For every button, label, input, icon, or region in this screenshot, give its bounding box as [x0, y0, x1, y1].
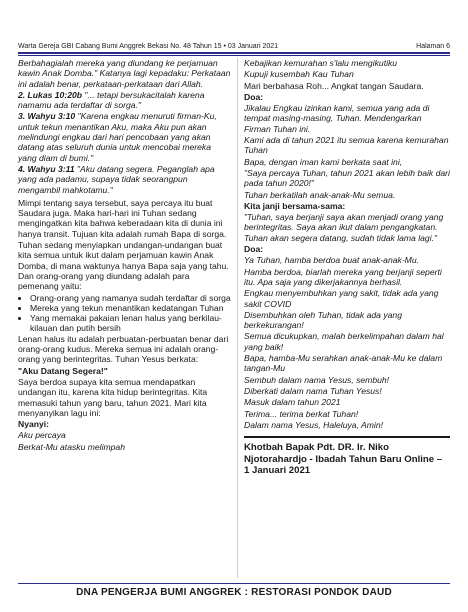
- verse-3-text: "Karena engkau menuruti firman-Ku, untuk tekun menantikan Aku, maka Aku pun akan melindungi engkau dari hari pencobaan yang akan datang atas seluruh dunia untuk mencobai mereka yang diam di bumi.": [18, 111, 217, 163]
- song-line: Aku percaya: [18, 430, 66, 441]
- prayer-line: Terima... terima berkat Tuhan!: [244, 408, 359, 419]
- left-column: [18, 58, 231, 453]
- prayer-line: Disembuhkan oleh Tuhan, tidak ada yang berkekurangan!: [244, 309, 402, 331]
- prayer-line: Jikalau Engkau izinkan kami, semua yang ada di tempat masing-masing, Tuhan. Mendengarkan Firman Tuhan ini.: [244, 103, 430, 134]
- song-line: Berkat-Mu atasku melimpah: [18, 441, 125, 452]
- paragraph-invitation: Tuhan sedang menyiapkan undangan-undangan buat kita semua untuk ikut dalam perjamuan kawin Anak Domba, di mana waktunya hanya Bapa saja yang tahu. Dan orang-orang yang diundang adalah para pemenang yaitu:: [18, 240, 229, 292]
- verse-3: [18, 111, 231, 162]
- verse-4-text: "Aku datang segera. Peganglah apa yang ada padamu, supaya tidak seorangpun mengambil mahkotamu.": [18, 163, 215, 195]
- verse-3-ref: 3. Wahyu 3:10: [18, 111, 76, 122]
- prayer-label: Doa:: [244, 244, 264, 255]
- song-line: Kebajikan kemurahan s'lalu mengikutiku: [244, 58, 398, 68]
- prayer-line: Tuhan berkatilah anak-anak-Mu semua.: [244, 189, 396, 200]
- footer-rule: [18, 583, 450, 584]
- verse-4-ref: 4. Wahyu 3:11: [18, 163, 75, 174]
- prayer-line: Hamba berdoa, biarlah mereka yang berjanji seperti itu. Apa saja yang dikerjakannya berhasil.: [244, 266, 442, 287]
- page-footer: DNA PENGERJA BUMI ANGGREK : RESTORASI PONDOK DAUD: [76, 587, 392, 598]
- instruction-text: Mari berbahasa Roh... Angkat tangan Saudara.: [244, 80, 424, 91]
- paragraph-linen: Lenan halus itu adalah perbuatan-perbuatan benar dari orang-orang kudus. Mereka semua ini adalah orang-orang yang berintegritas. Tuhan Yesus berkata:: [18, 333, 229, 365]
- right-column: [244, 58, 450, 478]
- winners-list-item: • Yang memakai pakaian lenan halus yang berkilau-kilauan dan putih bersih: [30, 313, 231, 334]
- verse-2-ref: 2. Lukas 10:20b: [18, 89, 83, 100]
- verse-2: [18, 90, 231, 111]
- prayer-label: Doa:: [244, 91, 264, 102]
- paragraph-dream: Mimpi tentang saya tersebut, saya percaya itu buat Saudara juga. Maka hari-hari ini Tuhan sedang mengingatkan kita bahwa keberadaan kita di dunia ini hanya transit. Tujuan kita adalah rumah Bapa di sorga.: [18, 197, 227, 239]
- winners-list-item: • Mereka yang tekun menantikan kedatangan Tuhan: [30, 303, 231, 313]
- winners-list: [18, 293, 231, 334]
- winners-list-item: • Orang-orang yang namanya sudah terdaftar di sorga: [30, 293, 231, 303]
- prayer-line: Dalam nama Yesus, Haleluya, Amin!: [244, 419, 383, 430]
- prayer-line: Bapa, dengan iman kami berkata saat ini,: [244, 156, 403, 167]
- prayer-line: Bapa, hamba-Mu serahkan anak-anak-Mu ke dalam tangan-Mu: [244, 353, 443, 374]
- prayer-line: Masuk dalam tahun 2021: [244, 397, 341, 408]
- song-label: Nyanyi:: [18, 419, 50, 430]
- prayer-line: Diberkati dalam nama Tuhan Yesus!: [244, 385, 382, 396]
- verse-1-text: Berbahagialah mereka yang diundang ke perjamuan kawin Anak Domba." Katanya lagi kepadaku: Perkataan ini adalah benar, perkataan-perkataan dari Allah.: [18, 58, 231, 89]
- sermon-credit: Khotbah Bapak Pdt. DR. Ir. Niko Njotorahardjo - Ibadah Tahun Baru Online – 1 Januari 2021: [244, 442, 443, 477]
- quote-coming-soon: "Aku Datang Segera!": [18, 365, 108, 376]
- verse-2-text: "... tetapi bersukacitalah karena namamu ada terdaftar di sorga.": [18, 89, 205, 111]
- prayer-line: Ya Tuhan, hamba berdoa buat anak-anak-Mu.: [244, 255, 420, 266]
- header-rule: [18, 52, 450, 54]
- header-rule-thin: [18, 55, 450, 56]
- header-publication: Warta Gereja GBI Cabang Bumi Anggrek Bekasi No. 48 Tahun 15 • 03 Januari 2021: [18, 43, 279, 50]
- prayer-line: Kami ada di tahun 2021 itu semua karena kemurahan Tuhan: [244, 135, 449, 156]
- header-page-number: Halaman 6: [416, 43, 450, 50]
- column-divider: [237, 58, 238, 578]
- promise-text: "Tuhan, saya berjanji saya akan menjadi orang yang berintegritas. Saya akan ikut dalam pengangkatan. Tuhan akan segera datang, sudah tidak lama lagi.": [244, 212, 444, 243]
- verse-4: [18, 164, 231, 195]
- signature-rule: [244, 436, 450, 438]
- prayer-line: Sembuh dalam nama Yesus, sembuh!: [244, 374, 390, 385]
- song-line: Kupuji kusembah Kau Tuhan: [244, 69, 354, 80]
- prayer-line: "Saya percaya Tuhan, tahun 2021 akan lebih baik dari pada tahun 2020!": [244, 167, 450, 189]
- paragraph-prayer-intro: Saya berdoa supaya kita semua mendapatkan undangan itu, karena kita hidup berintegritas. Kita memasuki tahun yang baru, tahun 2021. Mari kita menyanyikan lagu ini:: [18, 376, 208, 418]
- promise-label: Kita janji bersama-sama:: [244, 200, 346, 211]
- prayer-line: Engkau menyembuhkan yang sakit, tidak ada yang sakit COVID: [244, 288, 439, 309]
- prayer-line: Semua dicukupkan, malah berkelimpahan dalam hal yang baik!: [244, 331, 444, 352]
